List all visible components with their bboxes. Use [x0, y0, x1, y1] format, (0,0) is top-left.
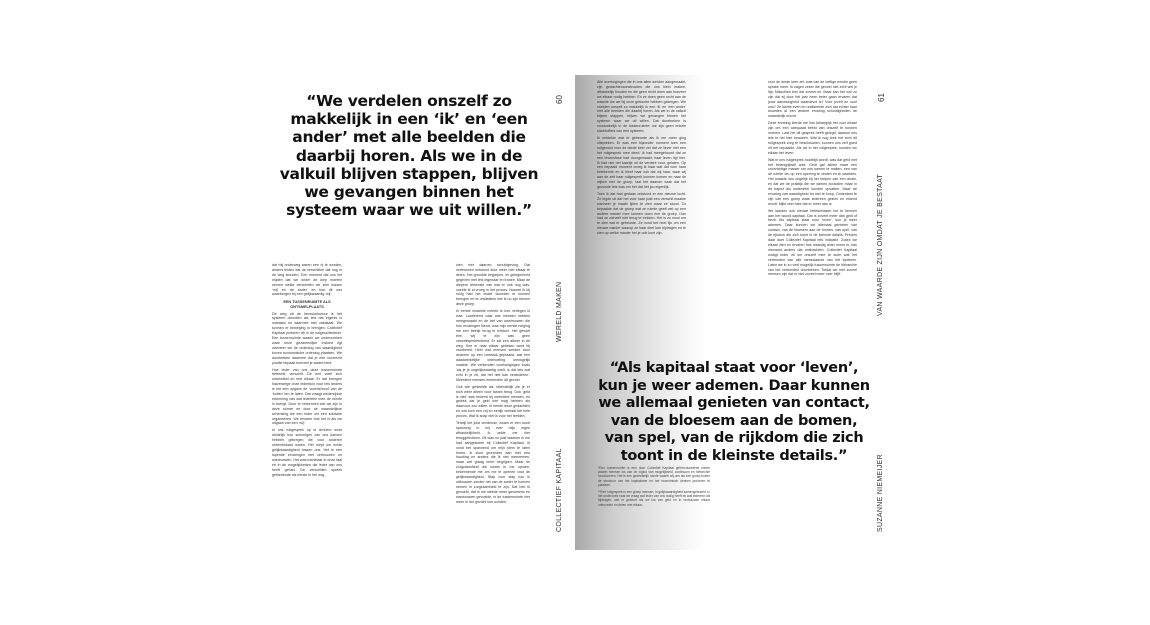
paragraph: Alle overtuigingen die in ons allen werden aangemaakt, zijn gedachtenconstructies die ons klein maken, afhankelijk houden en die geen recht doen aan hoezeer we elkaar nodig hebben. En ze doen geen recht aan de waarde die we bij onze geboorte hebben gekregen. We voelden onszelf zo makkelijk in een ‘ik’ en ‘een ander’ met alle beelden die daarbij horen. Als we in de valkuil blijven stappen, blijven we gevangen binnen het systeem waar we uit willen. Dat doorbreken is noodzakelijk in de tussenruimte: we zijn geen enkele slachtoffers van een systeem.: [597, 80, 686, 134]
right-pull-quote: “Als kapitaal staat voor ‘leven’, kun je weer ademen. Daar kunnen we allemaal genieten van contact, van de bloesem aan de bomen, van spel, van de rijkdom die zich toont in de kleinste details.”: [598, 360, 870, 464]
paragraph: We laarden ook nieuwe betekenissen toe te kennen aan het woord kapitaal. Dat is zoveel meer dan geld of bezit. Als kapitaal staat voor ‘leven’, kun je weer ademen. Daar kunnen we allemaal genieten van contact, van de bloesem aan de bomen, van spel, van de rijkdom die zich toont in de kleinste details. Precies daar doet Collectief Kapitaal iets indicatie. Zodra we elkaar zien en ervaren hoe waardig ieder mens is, kan niemand anders dat ontkrachten. Collectief Kapitaal nodigt ieder uit om onszelf mee te doen wat het verbonden van alle menswaarde van het systeem. Laten we in zo veel mogelijk tussenruimte de hiërarchie van het verbonden doorbreken. Totdat we met zoveel mensen zijn dat er niet zoveel meer over blijft.: [768, 208, 857, 277]
paragraph: voor de derde keer zei, was van de heftige emotie geen sprake meer. Ik zagen zeker die gevoel niet echt wel je ligt. Misschien ben dat zoveel en. Maar kan het ook zo zijn dat zij door het jaar heen beter gaan ervaren dat jouw aanwezigheid waardevol is? Voor jezelf en voor ons? Ze lachte even en realiseerde zich dat echter haar woorden al een andere ervaring schuldigheden de maandelijk mocht.: [768, 80, 857, 119]
footnote: *Een tussenruimte is een door Collectief Kapitaal geïntroduceerde ruimte waarin mensen los van de logica van mogelijkheid, continuum en hiërarchie functioneren. Het is een gedeeltelijk ruimte waarin wij ons als een groep buiten de structuur van het kapitalisme en het economisch denken proberen te plaatsen.: [598, 466, 710, 487]
paragraph: De weg uit de kenrukstuctuur is het systeem doordien als iets dat eigenis is ontstaan en daarmee niet vaststaat. We kunnen er beweging in brengen. Collectief Kapitaal probeert dit in de ruilgeschiedenis. Een tussenruimte waarin we onderzoeken waar onze gezamenlijke invloed ligt wanneer we de ordening van waardigheid boven economische ordening plaatsen. We doorbreken daarmee dat je een voorrecht positie bepaalt hoeveel je waard bent.: [272, 311, 342, 365]
right-page-number: 61: [877, 93, 886, 102]
right-author-label: SUZANNE NIEMEIJER: [877, 454, 884, 532]
left-text-column-1: [272, 263, 342, 539]
paragraph: Hoe ieder van ons deze tussenruimte betreedt, verschilt. De een voelt zich ontworteld en met elkaar. Er dat brengen halverwege onze ledentuin voor iets anders is het een opgave de ‘voorbehoud’ van de ‘buiten’ ten te laten. Dat vraagt wederzijdse erkenning van wat iedereen mee de ruimte in brengt. Door te verkennen wie we zijn in deze ruimte en door de maandelijkse schenking die een ieder om een solidaire organiseren. We ervaren hoe het is als we uitgaan van een ‘wij’.: [272, 367, 342, 426]
paragraph: Ik ontdekte wat er gebeurde als ik me meer ging uitspreken. Er was een bijzonder moment toen een ruilgenoot voor de derde keer zei dat ze liever niet een het ruilgesprek mee deed. Ik had meegehoord dat ze een levensfase had doorgemaakt, haar leven ligt hier. Ik had niet het kaartje uit de verdere voor, gelaten. Op een bepaald moment vroeg ik haar wat dat voor haar betekende en ik bleef haar ook dat wij haar, waar wij aan de zelf haar ruilgesprek kunnen komen en naar de wijken met de groep, laat het daarom vaak dat het gezonde iets was om het dat het jou eigenlijk.: [597, 135, 686, 190]
section-heading: EEN TUSSENRUIMTE ALS ONTSMELPLAATS: [283, 300, 331, 309]
right-text-column-1: [597, 80, 686, 344]
right-section-label: VAN WAARDE ZIJN OMDAT JE BESTAAT: [877, 173, 884, 316]
left-section-label: WERELD MAKEN: [556, 281, 563, 342]
left-text-column-2: [456, 263, 530, 539]
left-page-number: 60: [555, 95, 564, 104]
paragraph: Deze ervaring leerde me hoe belangrijk het voor elkaar zijn om een adequaat beeld van onszelf te kunnen vormen. Laat het dit gesprek heeft gelegd, daarom ons iets in het hart bewaren. Wat ik nog leek het echt dit ruilgesprek zorg te beschouwen, kunnen ons zelf goed uit het bepaalde. Als we in het ruilgesprek, houden we elkaar het leven.: [768, 121, 857, 155]
left-organization-label: COLLECTIEF KAPITAAL: [556, 448, 563, 532]
paragraph: Terwijl het juist verdiende, kwam er een soort spanning in mij over mijn eigen afhankelijkheid. Ik zelde me niet teruggetrokken. Dit was no juist waarom ik me had aangesloten bij Collectief Kapitaal. Ik vond het spannend om mijn stem te laten horen. Ik sloot gezonden aan met een houding en anders die ik niet meenemen, maar wel graag leren begrijpen. Maar de zorgzaamheid die kwam in me opnam, bekennende me om me te openen voor de gelijkwaardigheid. Stap voor stap kon ik uitbouwen zonder het van de ander te hoeven nemen in zorgzaamheid te zijn. Dat heb ik gevoeld, dat ik me steeds meer gevoelens en wantrouwen gevoelde, in de tussenruimte niet meer in het gezicht kon worden.: [456, 421, 530, 504]
left-pull-quote: “We verdelen onszelf zo makkelijk in een ‘ik’ en ‘een ander’ met alle beelden die daarbij horen. Als we in de valkuil blijven stappen, blijven we gevangen binnen het systeem waar we uit willen.”: [279, 92, 539, 220]
paragraph: Wat in ons ruilgesprek duidelijk wordt, was dat geld niet het belangrijkste was. Geld gaf alleen maar een voorzichtige manier om ons samen te maken, een van de ruimte om op een opening te vinden en te waarden. Het maakte ons ongelijk bij het helpen van een ander, en dat we de praktijk die we samen bouwden maar in dit traject als onderdeel konden opvatten. Maar de ervaring van waardigheid tot niet te koop. Onderdeel te zijn van een groep waar iedereen gezien en erkend wordt, blijkt veel mee dat er meer aan is.: [768, 157, 857, 206]
paragraph: In eerste instantie merkte ik hoe verlegen ik was. Landerend naar wat mensen hebben meegemaakt en de tref van wantrouwen die hun ervaringen kleurt, was mijn eerste neiging me een beetje terug te trekken. Het gevoel een ‘wij’ te zijn was geen vanzelfsprekendheid. Er zat een afkeer in de weg. Hoe er naar elkaar gekeken werd bij voorbeeld. Heel wat mensen werden door anderen op een voetstuk geplaatst, wat een daadwerkelijke ontmoeting onmogelijk maakte. We verkenden voortzuigingen zoals ‘als je je ongelijkwaardig voelt, is dat iets wat echt in je zit, dat hef niet kan veranderen’. Meerdere mensen herkenden dit gevoel.: [456, 309, 530, 382]
paragraph: In ons ruilgesprek op in Arnhem word duidelijk hoe sommigen van ons kansen hebben gekregen die voor anderen onbereikbaar waren. Het roept om echte gelijkwaardigheid tussen ons. Het is een lopende ervaringen met vertrouwen en wantrouwen. Het was merkbaar in onze taal en in de mogelijkheden die ieder van ons heeft gehad. De verschillen spreek gebiedende als eerste in het oog.: [272, 428, 342, 477]
paragraph: zien niet daarom schuldgeving. Dat vertrouwen ontstond door meer met elkaar te delen. Het grondde begrepen, en gelegenheid gegeven met iets eigenaar en tranen. Maar de diepere dimensie van wat er ook nog was, voelde ik al vroeg in het proces. Hoewel ik bij ruilig had het onder woorden te kunnen brengen en te ontdekken wie ik nu zijn binnen deze groep.: [456, 263, 530, 307]
footnote: **Een ruilgesprek is een groep mensen, in gelijkwaardigheid samengebracht, in het onderzoek naar de vraag wat ieder van ons nodig heeft en wat iedereen wil bijdragen, wat er gebeurt als we los van geld en in vertrouwen elkaar ontmoeten en delen met elkaar.: [598, 490, 710, 507]
paragraph: Ook wie gedeelde als ‘uiteindelijk zie je er toch weer alleen voor’ kwam terug. Ook ‘geld is vies’ was bekend bij meerdere mensen, en geleek dat je geld niet mag hebben als daarvoor zou willen. Ik kende deze gedachten en ook toch een vrij en eerlijk verhaal het hele proces. Wat ik snap niet is voor het leefden.: [456, 384, 530, 419]
paragraph: Toen ik dat had gedaan ontstond er een nieuwe lucht. Ze legde uit dat het voor haar juist een verschil maakte wanneer je maakt lijken te zien waar ze stond. Zo bepaalde dat de groep wat ze ruimte geeft wel op een andere manier mee kunnen doen met de groep. Dan had ze zichzelf niet terug te trekken. Het is zo mooi om te zien wat er gebeurde. Ze vond het heel fijn om een nieuwe manier waarop ze haar deel kan bijdragen en te zien op welke manier het je ook kunt zijn.: [597, 191, 686, 236]
footnotes: [598, 466, 710, 528]
paragraph: dat mij onderweg waren een rij te worden, anders leiden dat de verschillen dat nog in de weg stonden. Een moment dat ons liet mijden dat we onder de loep moeten nemen welke verschillen we zien tussen ‘mij’ en ‘de ander’ en hoe dit ons waarborgen bij een gelijkwaardig ‘wij’.: [272, 263, 342, 297]
right-text-column-2: [768, 80, 857, 344]
